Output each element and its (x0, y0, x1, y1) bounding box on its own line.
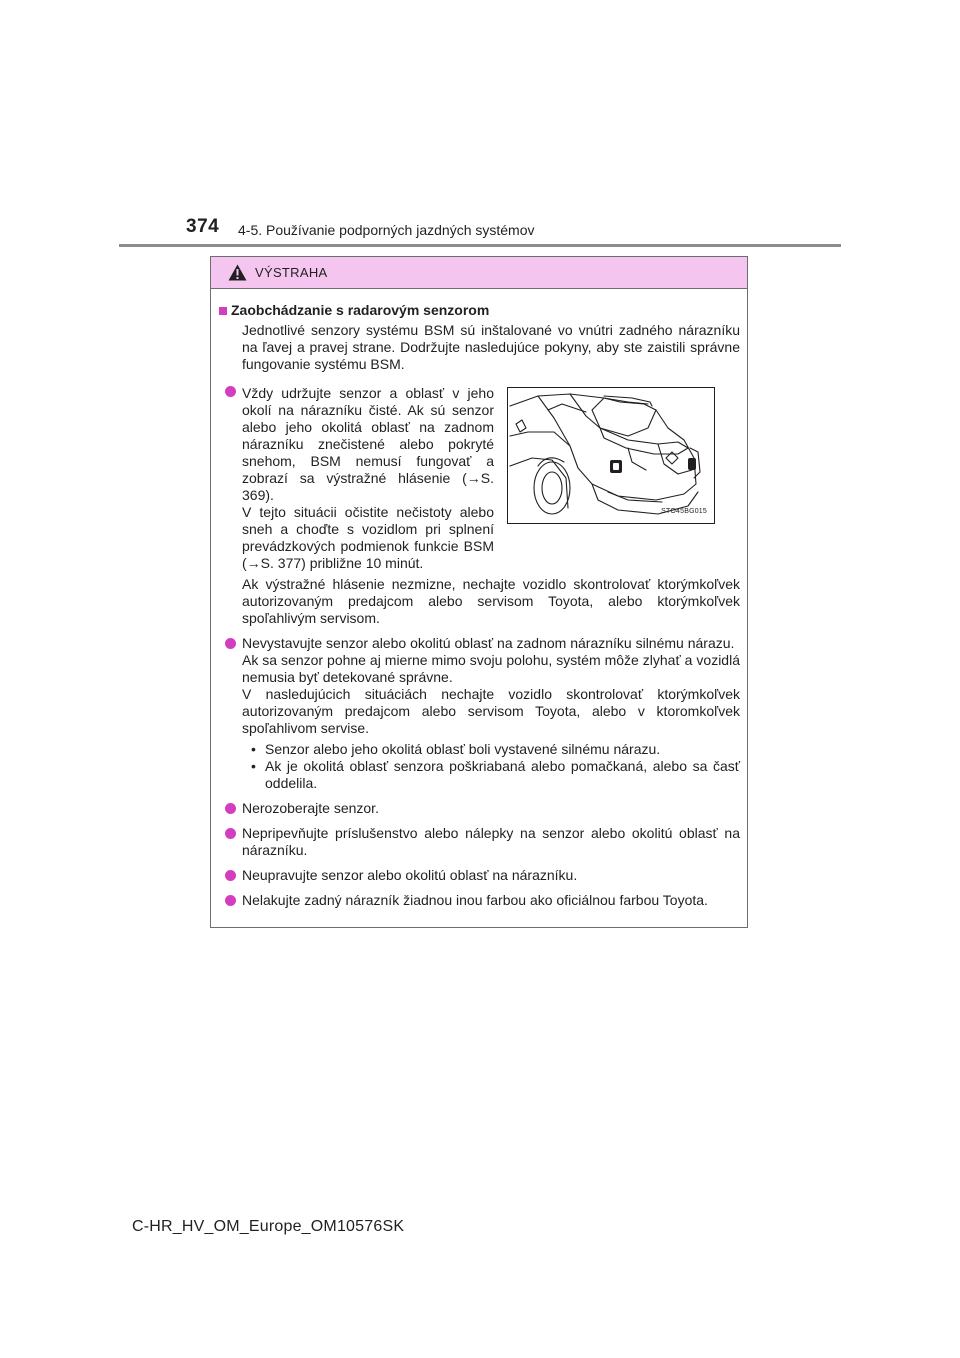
small-bullet-icon: • (251, 741, 256, 757)
bullet-body (242, 635, 740, 737)
small-bullet-icon: • (251, 758, 256, 774)
bullet-text: V tejto situácii očistite nečistoty alebo sneh a choďte s vozidlom pri splnení prevádzkových podmienok funkcie BSM (→S. 377) približne 10 minút. (242, 504, 494, 571)
sub-list-text: Senzor alebo jeho okolitá oblasť boli vystavené silnému nárazu. (265, 741, 661, 757)
sub-list-item (251, 741, 740, 758)
bullet-text: Vždy udržujte senzor a oblasť v jeho okolí na nárazníku čisté. Ak sú senzor alebo jeho okolitá oblasť na zadnom nárazníku znečistené alebo pokryté snehom, BSM nemusí fungovať a zobrazí sa výstražné hlásenie (→S. 369). (242, 385, 494, 503)
car-rear-illustration (507, 387, 715, 524)
bullet-dot-icon (225, 803, 236, 814)
list-item (219, 892, 740, 909)
bullet-text: Nevystavujte senzor alebo okolitú oblasť na zadnom nárazníku silnému nárazu. (242, 635, 735, 651)
warning-header (211, 257, 747, 289)
sub-list-item (251, 758, 740, 792)
sub-list (251, 741, 740, 792)
bullet-text: Nepripevňujte príslušenstvo alebo nálepky na senzor alebo okolitú oblasť na nárazníku. (242, 825, 740, 858)
document-footer: C-HR_HV_OM_Europe_OM10576SK (132, 1218, 405, 1235)
sub-heading (219, 302, 740, 319)
bullet-text: Ak výstražné hlásenie nezmizne, nechajte vozidlo skontrolovať ktorýmkoľvek autorizovaným predajcom alebo servisom Toyota, alebo ktorýmkoľvek spoľahlivým servisom. (242, 576, 740, 626)
bullet-text: V nasledujúcich situáciách nechajte vozidlo skontrolovať ktorýmkoľvek autorizovaným predajcom alebo servisom Toyota, alebo v ktoromkoľvek spoľahlivom servise. (242, 686, 740, 736)
sub-heading-text: Zaobchádzanie s radarovým senzorom (231, 302, 490, 318)
warning-triangle-icon (228, 264, 247, 281)
section-title: 4-5. Používanie podporných jazdných systémov (238, 222, 535, 238)
bullet-body (242, 383, 740, 627)
bullet-text: Nerozoberajte senzor. (242, 800, 379, 816)
list-item (219, 635, 740, 737)
figure-row (242, 385, 740, 572)
bullet-text: Ak sa senzor pohne aj mierne mimo svoju polohu, systém môže zlyhať a vozidlá nemusia byť detekované správne. (242, 652, 740, 685)
figure-text (242, 385, 494, 572)
page-number: 374 (186, 216, 220, 237)
bullet-dot-icon (225, 638, 236, 649)
bullet-dot-icon (225, 895, 236, 906)
bullet-text: Neupravujte senzor alebo okolitú oblasť na nárazníku. (242, 867, 578, 883)
list-item (219, 867, 740, 884)
list-item (219, 825, 740, 859)
warning-label: VÝSTRAHA (255, 265, 328, 280)
sub-list-text: Ak je okolitá oblasť senzora poškriabaná alebo pomačkaná, alebo sa časť oddelila. (265, 758, 740, 791)
list-item (219, 383, 740, 627)
bullet-dot-icon (225, 828, 236, 839)
list-item (219, 800, 740, 817)
warning-content (211, 289, 747, 909)
bullet-dot-icon (225, 386, 236, 397)
warning-box (210, 256, 748, 928)
figure-code: STO45BG015 (661, 508, 707, 515)
bullet-text: Nelakujte zadný nárazník žiadnou inou farbou ako oficiálnou farbou Toyota. (242, 892, 708, 908)
intro-paragraph: Jednotlivé senzory systému BSM sú inštalované vo vnútri zadného nárazníku na ľavej a pravej strane. Dodržujte nasledujúce pokyny, aby ste zaistili správne fungovanie systému BSM. (242, 322, 740, 372)
square-bullet-icon (219, 307, 227, 315)
header-rule (119, 244, 841, 247)
bullet-dot-icon (225, 870, 236, 881)
